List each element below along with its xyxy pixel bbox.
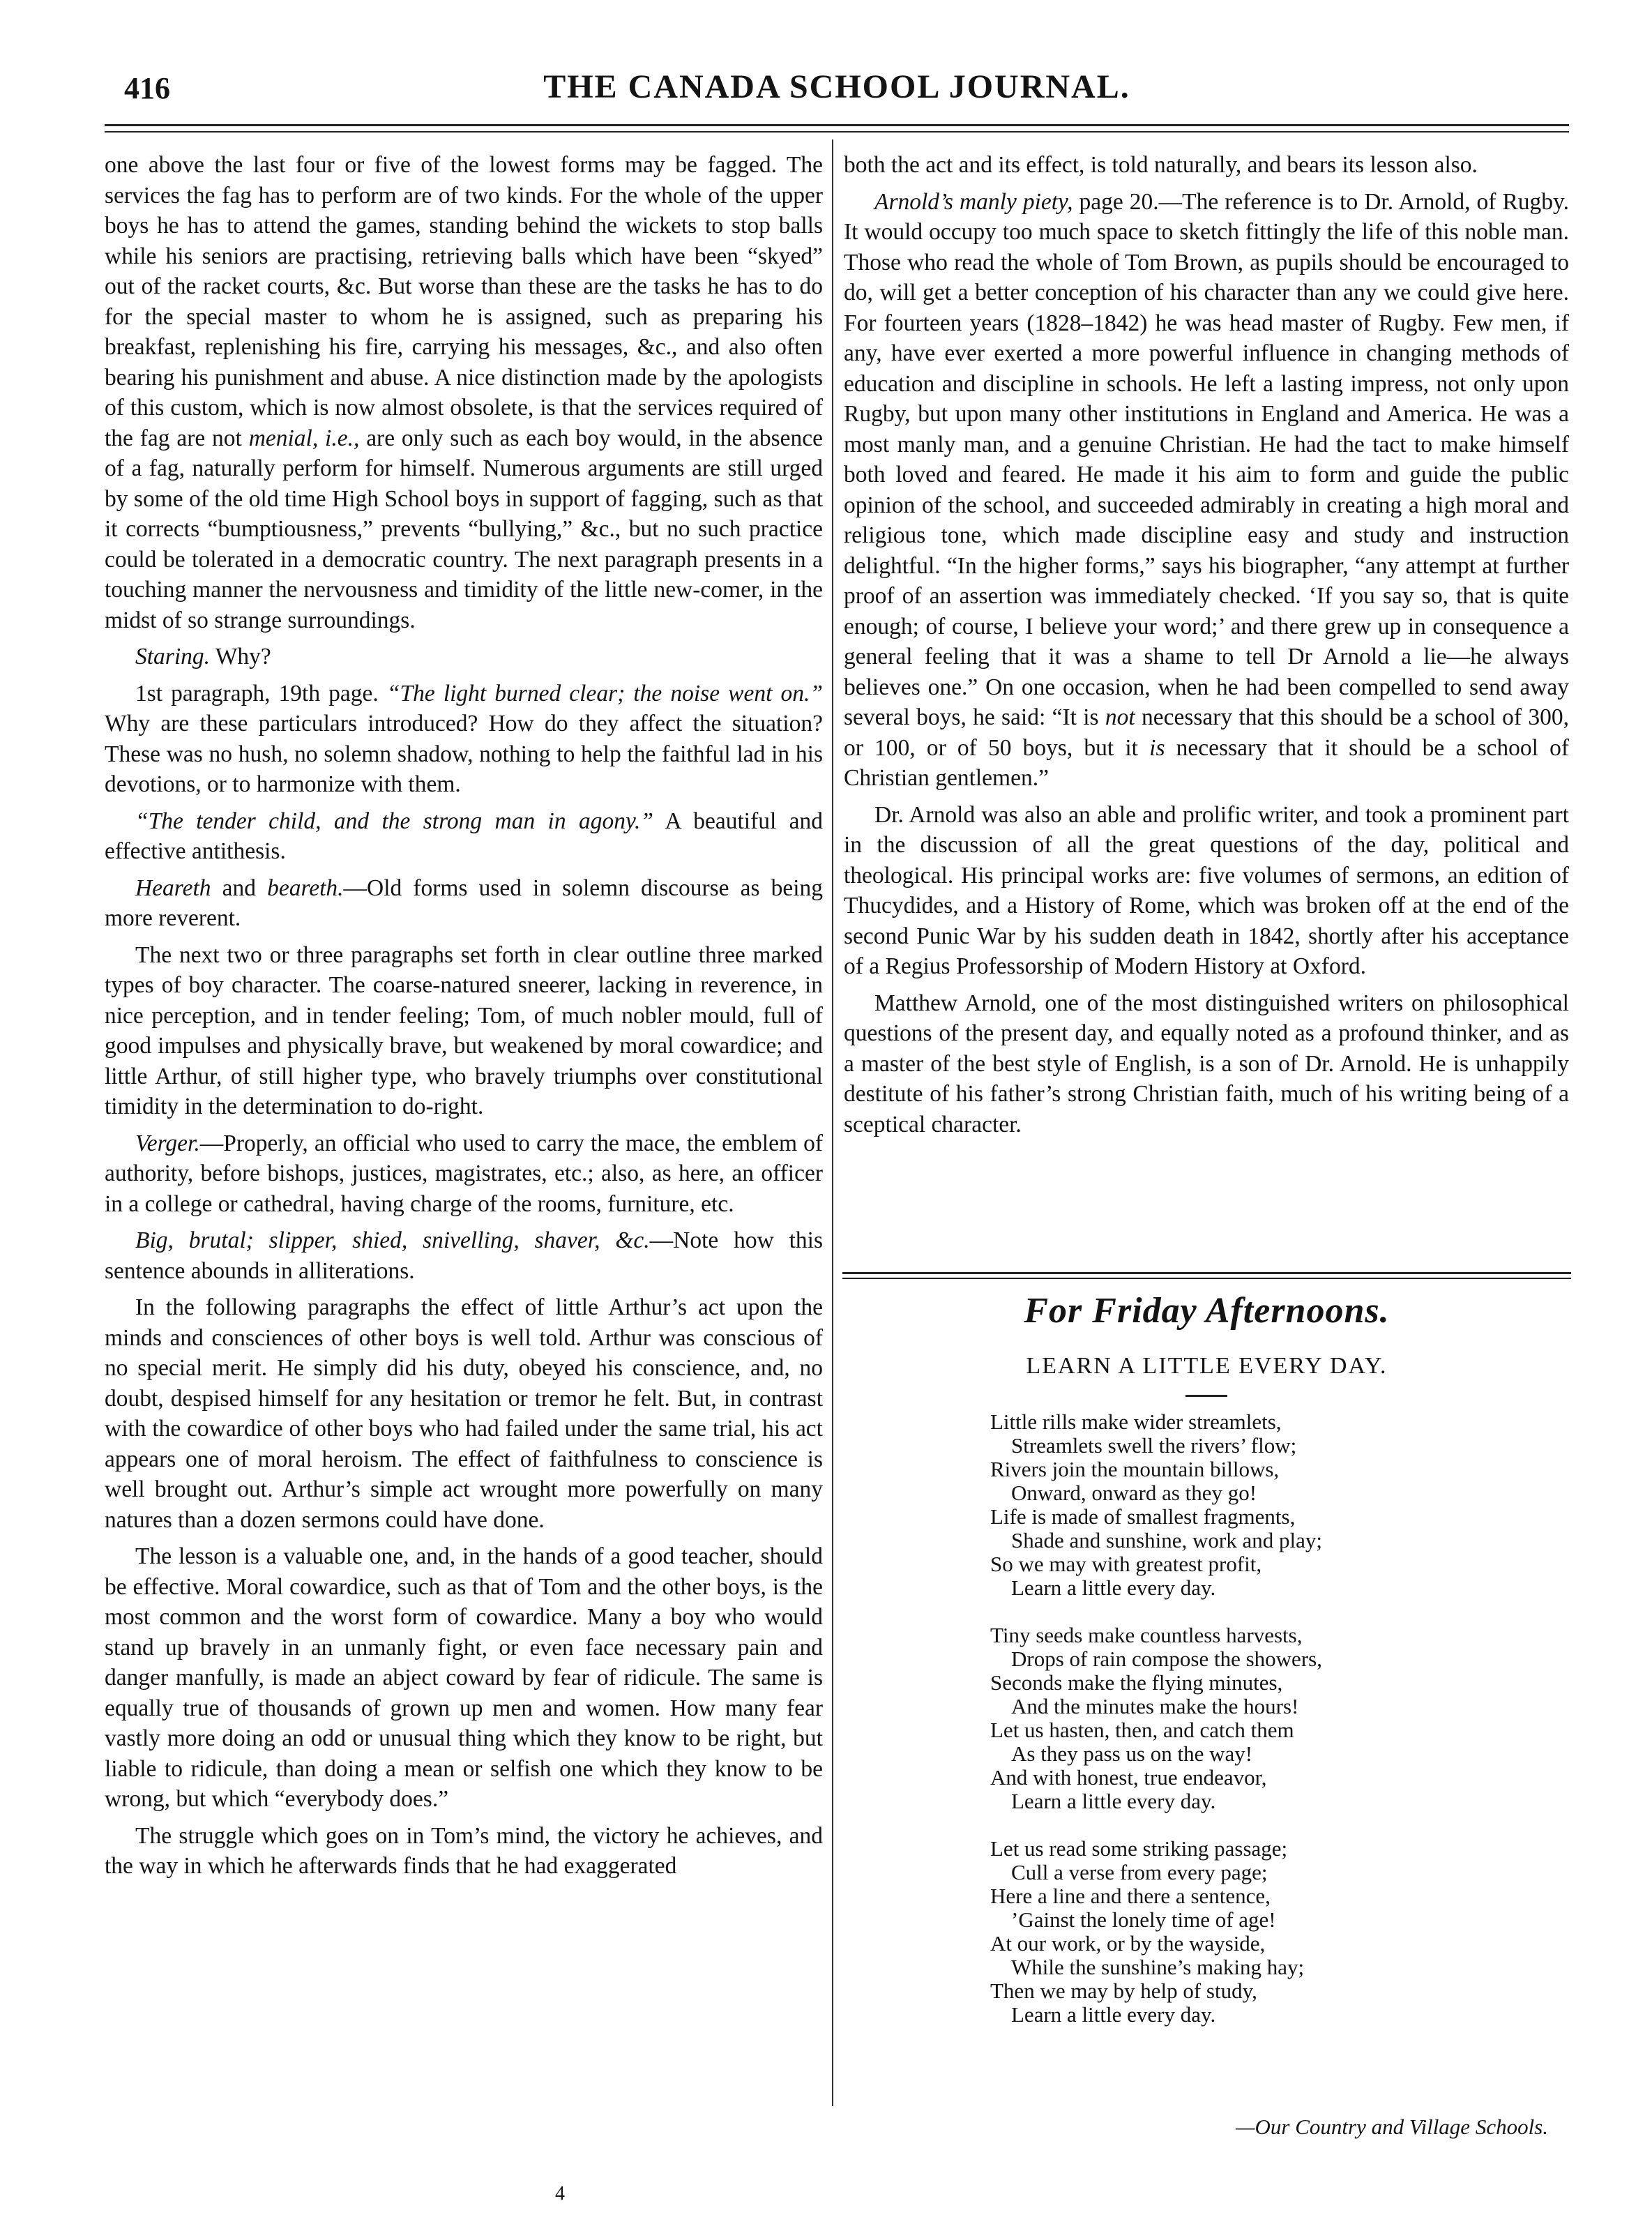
footer-mark: 4 (555, 2183, 565, 2204)
poem-line: Streamlets swell the rivers’ flow; (1011, 1433, 1297, 1458)
section-rule (842, 1272, 1571, 1274)
right-column (844, 150, 1569, 1146)
poem-line: As they pass us on the way! (1011, 1741, 1253, 1766)
poem-title: LEARN A LITTLE EVERY DAY. (1026, 1353, 1388, 1379)
paragraph: Matthew Arnold, one of the most distinguished writers on philosophical questions of the present day, and equally noted as a profound thinker, and as a master of the best style of English, is a son of Dr. Arnold. He is unhappily destitute of his father’s strong Christian faith, much of his writing being of a sceptical character. (844, 990, 1569, 1137)
header-rule-double (105, 131, 1569, 133)
section-rule-double (842, 1278, 1571, 1279)
poem-line: Learn a little every day. (1011, 1575, 1216, 1600)
poem-line: Life is made of smallest fragments, (990, 1504, 1296, 1529)
paragraph: The struggle which goes on in Tom’s mind, the victory he achieves, and the way in which he afterwards finds that he had exaggerated (105, 1822, 823, 1879)
poem-credit: —Our Country and Village Schools. (1235, 2115, 1548, 2139)
journal-title: THE CANADA SCHOOL JOURNAL. (543, 68, 1130, 105)
poem-line: Let us hasten, then, and catch them (990, 1718, 1294, 1742)
poem-line: Little rills make wider streamlets, (990, 1409, 1282, 1434)
poem-line: Learn a little every day. (1011, 1789, 1216, 1813)
poem-line: So we may with greatest profit, (990, 1552, 1262, 1576)
paragraph: Dr. Arnold was also an able and prolific writer, and took a prominent part in the discussion of all the great questions of the day, political and theological. His principal works are: five volumes of sermons, an edition of Thucydides, and a History of Rome, which was broken off at the end of the second Punic War by his sudden death in 1842, shortly after his acceptance of a Regius Professorship of Modern History at Oxford. (844, 801, 1569, 979)
paragraph: “The tender child, and the strong man in agony.” A beautiful and effective antithesis. (105, 808, 824, 864)
poem-line: Here a line and there a sentence, (990, 1884, 1271, 1908)
poem-line: And with honest, true endeavor, (990, 1765, 1267, 1790)
column-divider (832, 139, 833, 2106)
poem-line: Cull a verse from every page; (1011, 1860, 1268, 1884)
paragraph: Staring. Why? (135, 644, 271, 670)
paragraph: In the following paragraphs the effect of little Arthur’s act upon the minds and consciences of other boys is well told. Arthur was conscious of no special merit. He simply did his duty, obeyed his conscience, and, no doubt, despised himself for any hesitation or tremor he felt. But, in contrast with the cowardice of other boys who had failed under the same trial, his act appears one of moral heroism. The effect of faithfulness to conscience is well brought out. Arthur’s simple act wrought more powerfully on many natures than a dozen sermons could have done. (105, 1294, 823, 1533)
page-number: 416 (124, 71, 170, 105)
poem (990, 1410, 1548, 2050)
paragraph: Arnold’s manly piety, page 20.—The reference is to Dr. Arnold, of Rugby. It would occupy too much space to sketch fittingly the life of this noble man. Those who read the whole of Tom Brown, as pupils should be encouraged to do, will get a better conception of his character than any we could give here. For fourteen years (1828–1842) he was head master of Rugby. Few men, if any, have ever exerted a more powerful influence in changing methods of education and discipline in schools. He left a lasting impress, not only upon Rugby, but upon many other institutions in England and America. He was a most manly man, and a genuine Christian. He had the tact to make himself both loved and feared. He made it his aim to form and guide the public opinion of the school, and succeeded admirably in creating a high moral and religious tone, which made discipline easy and study and instruction delightful. “In the higher forms,” says his biographer, “any attempt at further proof of an assertion was immediately checked. ‘If you say so, that is quite enough; of course, I believe your word;’ and there grew up in consequence a general feeling that it was a shame to tell Dr Arnold a lie—he always believes one.” On one occasion, when he had been compelled to send away several boys, he said: “It is not necessary that this should be a school of 300, or 100, or of 50 boys, but it is necessary that it should be a school of Christian gentlemen.” (844, 188, 1570, 791)
poem-line: Tiny seeds make countless harvests, (990, 1623, 1303, 1647)
poem-line: Learn a little every day. (1011, 2002, 1216, 2027)
poem-line: Seconds make the flying minutes, (990, 1670, 1283, 1695)
header-rule (105, 124, 1569, 126)
poem-line: Shade and sunshine, work and play; (1011, 1528, 1322, 1552)
paragraph: Verger.—Properly, an official who used to carry the mace, the emblem of authority, before bishops, justices, magistrates, etc.; also, as here, an officer in a college or cathedral, having charge of the rooms, furniture, etc. (105, 1130, 823, 1217)
poem-line: ’Gainst the lonely time of age! (1011, 1907, 1276, 1932)
paragraph: The lesson is a valuable one, and, in the hands of a good teacher, should be effective. Moral cowardice, such as that of Tom and the other boys, is the most common and the worst form of cowardice. Many a boy who would stand up bravely in an unmanly fight, or even face necessary pain and danger manfully, is made an abject coward by fear of ridicule. The same is equally true of thousands of grown up men and women. How many fear vastly more doing an odd or unusual thing which they know to be right, but liable to ridicule, than doing a mean or selfish one which they know to be wrong, but which “everybody does.” (105, 1543, 823, 1812)
paragraph: 1st paragraph, 19th page. “The light burned clear; the noise went on.” Why are these particulars introduced? How do they affect the situation? These was no hush, no solemn shadow, nothing to help the faithful lad in his devotions, or to harmonize with them. (105, 680, 823, 797)
poem-line: Let us read some striking passage; (990, 1836, 1288, 1861)
poem-title-rule (1185, 1395, 1227, 1397)
poem-line: While the sunshine’s making hay; (1011, 1955, 1305, 1979)
left-column (105, 150, 823, 1888)
poem-line: Then we may by help of study, (990, 1979, 1257, 2003)
poem-line: At our work, or by the wayside, (990, 1931, 1266, 1956)
poem-line: Drops of rain compose the showers, (1011, 1647, 1322, 1671)
paragraph: both the act and its effect, is told naturally, and bears its lesson also. (844, 152, 1478, 178)
poem-line: Onward, onward as they go! (1011, 1481, 1257, 1505)
poem-line: And the minutes make the hours! (1011, 1694, 1299, 1718)
section-title: For Friday Afternoons. (1024, 1291, 1390, 1331)
stanza (990, 1837, 1548, 2027)
stanza (990, 1410, 1548, 1600)
paragraph: one above the last four or five of the lowest forms may be fagged. The services the fag has to perform are of two kinds. For the whole of the upper boys he has to attend the games, standing behind the wickets to stop balls while his seniors are practising, retrieving balls which have been “skyed” out of the racket courts, &c. But worse than these are the tasks he has to do for the special master to whom he is assigned, such as preparing his breakfast, replenishing his fire, carrying his messages, &c., and also often bearing his punishment and abuse. A nice distinction made by the apologists of this custom, which is now almost obsolete, is that the services required of the fag are not menial, i.e., are only such as each boy would, in the absence of a fag, naturally perform for himself. Numerous arguments are still urged by some of the old time High School boys in support of fagging, such as that it corrects “bumptiousness,” prevents “bullying,” &c., but no such practice could be tolerated in a democratic country. The next paragraph presents in a touching manner the nervousness and timidity of the little new-comer, in the midst of so strange surroundings. (105, 152, 824, 633)
poem-line: Rivers join the mountain billows, (990, 1457, 1280, 1481)
paragraph: Big, brutal; slipper, shied, snivelling, shaver, &c.—Note how this sentence abounds in alliterations. (105, 1227, 823, 1284)
page-header (105, 66, 1569, 122)
stanza (990, 1624, 1548, 1813)
paragraph: The next two or three paragraphs set forth in clear outline three marked types of boy character. The coarse-natured sneerer, lacking in reverence, in nice perception, and in tender feeling; Tom, of much nobler mould, full of good impulses and physically brave, but weakened by moral cowardice; and little Arthur, of still higher type, who bravely triumphs over constitutional timidity in the determination to do-right. (105, 941, 823, 1119)
paragraph: Heareth and beareth.—Old forms used in solemn discourse as being more reverent. (105, 875, 824, 931)
